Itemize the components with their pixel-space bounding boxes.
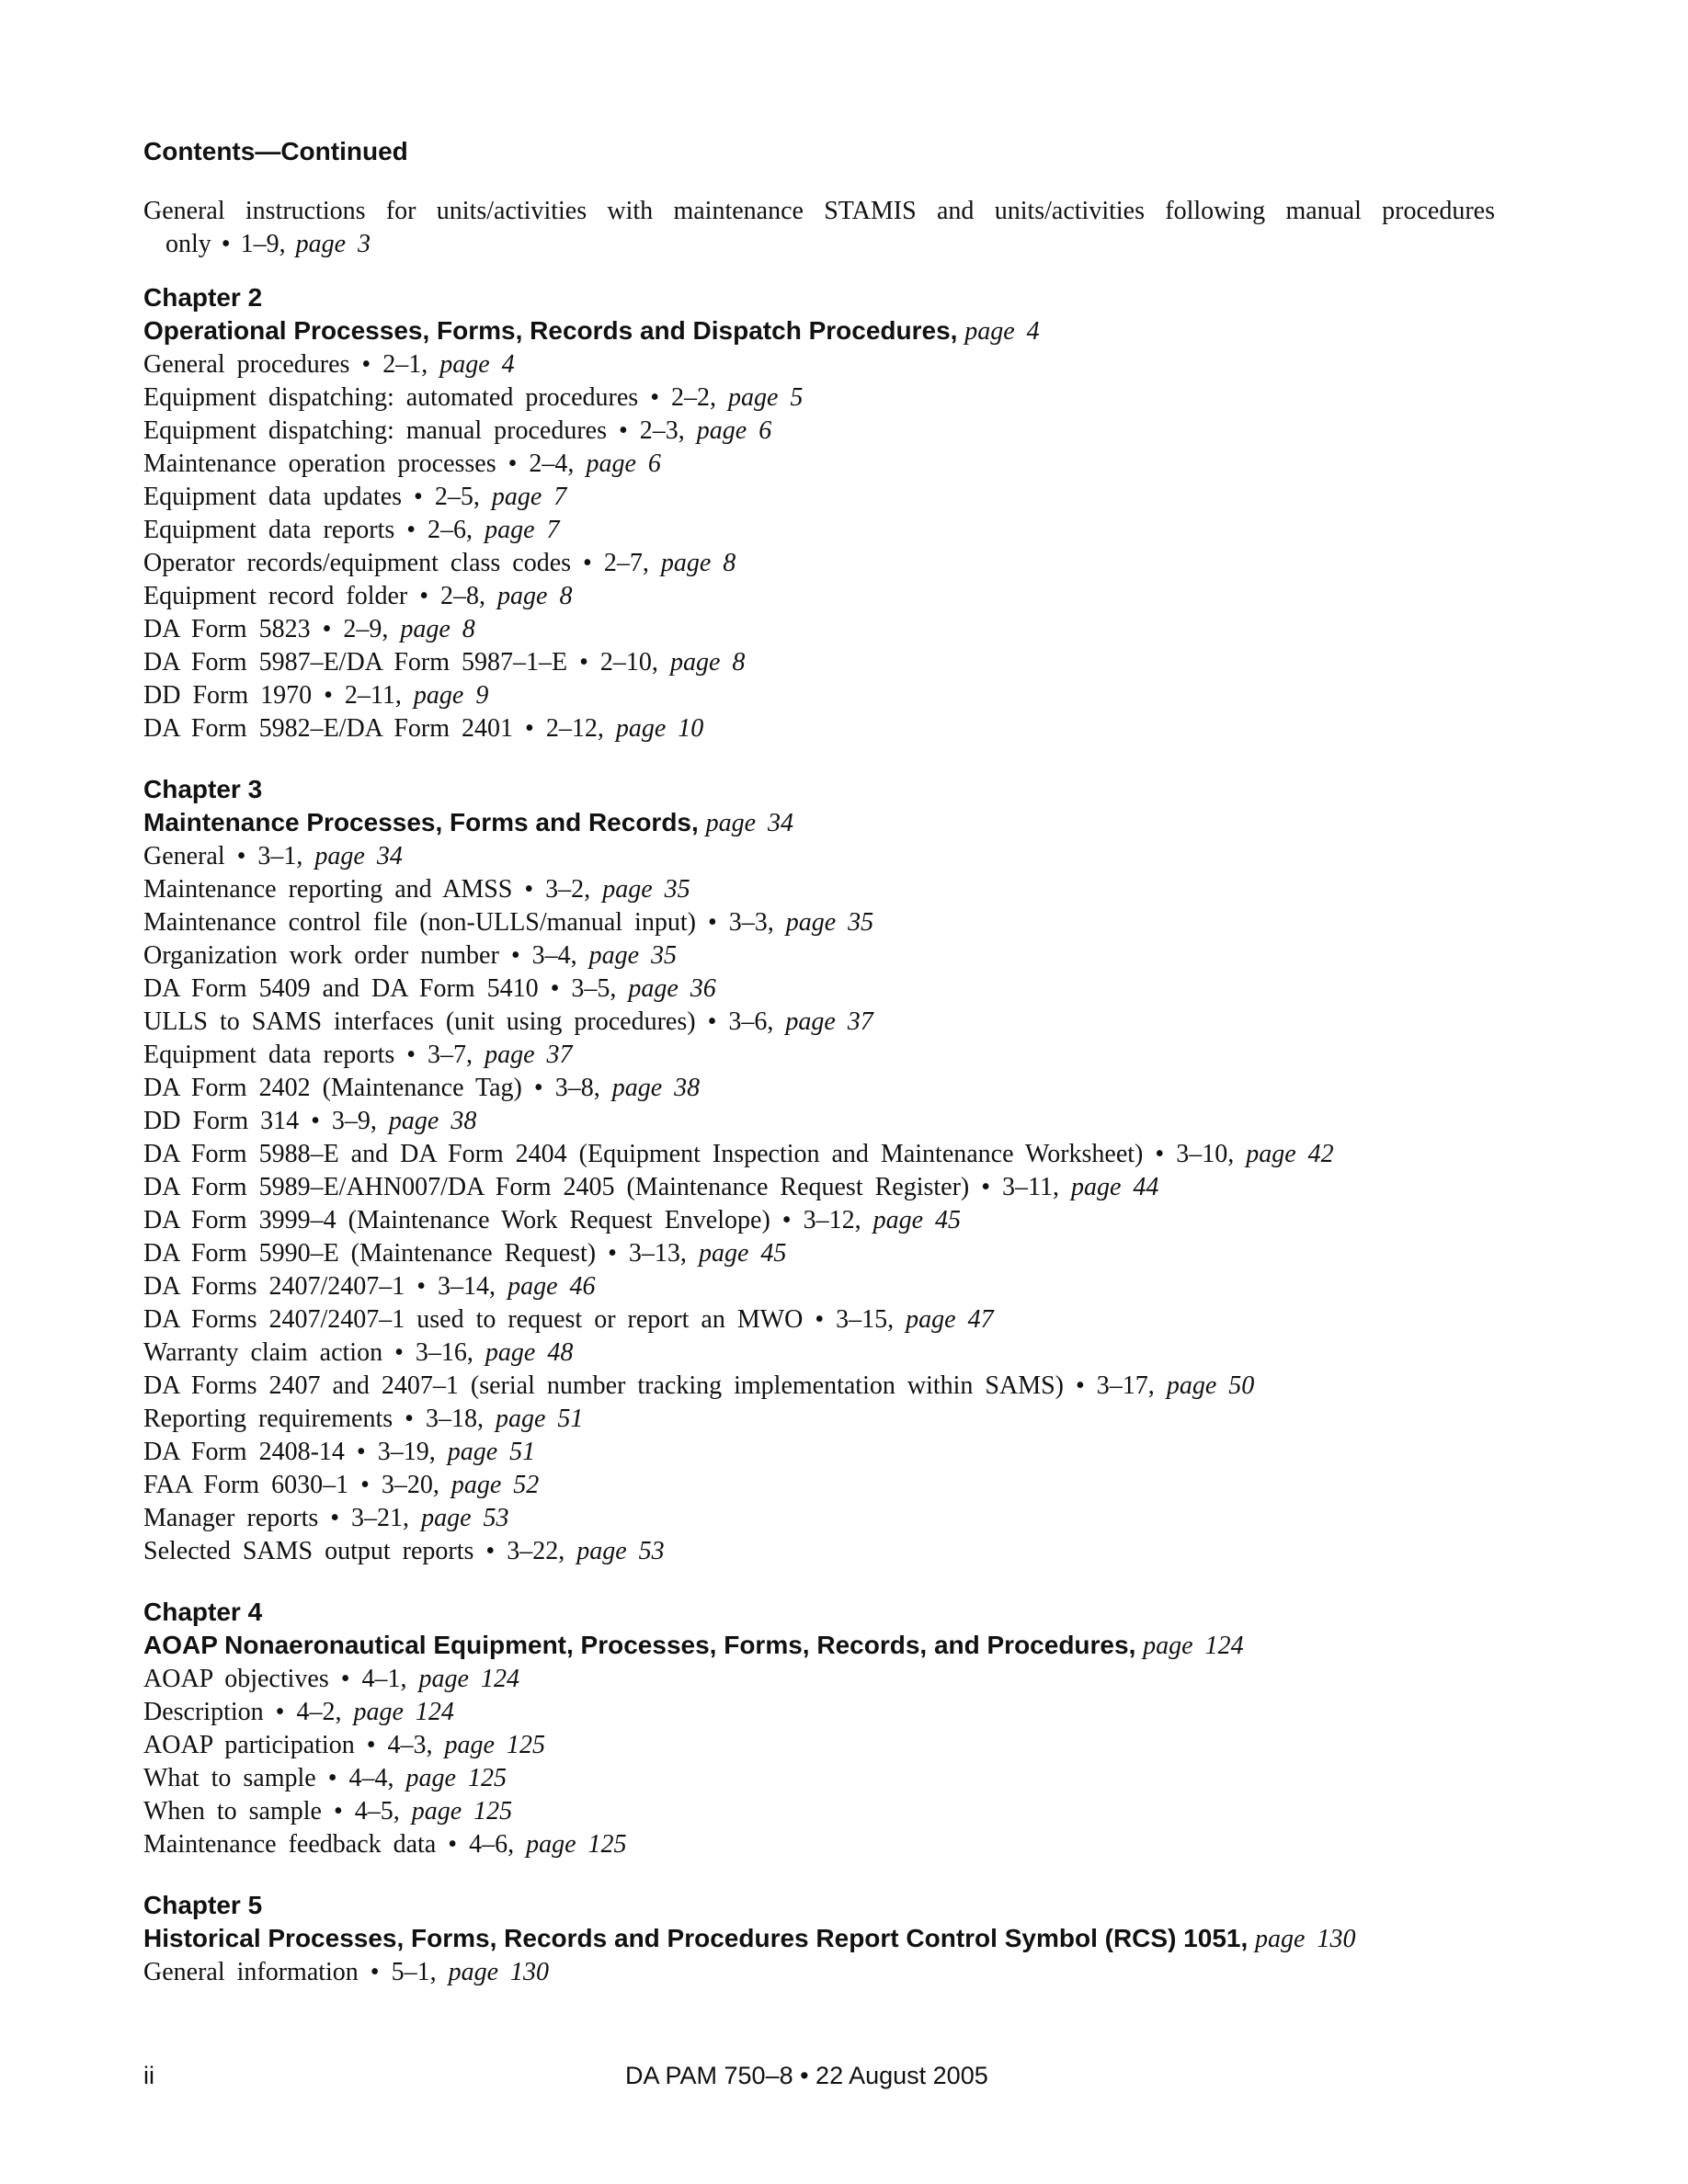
entry-text: What to sample • 4–4,: [143, 1764, 406, 1792]
chapter-title: [143, 1922, 1495, 1956]
toc-entry: [143, 580, 1495, 613]
entry-page-ref: page 47: [906, 1305, 994, 1334]
entry-page-ref: page 42: [1246, 1140, 1334, 1168]
page-folio: ii: [143, 2062, 154, 2089]
intro-line-2: [143, 228, 1495, 261]
entry-text: Equipment data reports • 3–7,: [143, 1041, 485, 1069]
entry-page-ref: page 48: [485, 1338, 574, 1367]
entry-text: DA Form 2408-14 • 3–19,: [143, 1438, 448, 1466]
chapter-title: [143, 314, 1495, 348]
entry-page-ref: page 8: [400, 615, 475, 643]
toc-entry: [143, 1370, 1495, 1403]
chapter-title: [143, 806, 1495, 840]
toc-entry: [143, 1270, 1495, 1303]
intro-line-1: General instructions for units/activities with maintenance STAMIS and units/activities following manual procedures: [143, 197, 1495, 225]
entry-page-ref: page 51: [495, 1405, 584, 1433]
toc-entry: [143, 1535, 1495, 1568]
entry-page-ref: page 37: [485, 1041, 573, 1069]
toc-entry: [143, 1696, 1495, 1729]
entry-text: DA Form 2402 (Maintenance Tag) • 3–8,: [143, 1074, 612, 1102]
toc-entry: [143, 1828, 1495, 1861]
entry-text: Maintenance operation processes • 2–4,: [143, 449, 587, 478]
toc-entry: [143, 415, 1495, 448]
toc-entry: [143, 873, 1495, 906]
entry-text: DA Form 5982–E/DA Form 2401 • 2–12,: [143, 714, 616, 743]
entry-text: Organization work order number • 3–4,: [143, 941, 589, 970]
entry-page-ref: page 7: [485, 516, 560, 544]
page-footer: [143, 2059, 1495, 2092]
toc-entry: [143, 1956, 1495, 1989]
entry-text: General information • 5–1,: [143, 1958, 449, 1986]
toc-entry: [143, 646, 1495, 679]
toc-entry: [143, 1138, 1495, 1171]
entry-page-ref: page 37: [785, 1007, 873, 1036]
toc-entry: [143, 1105, 1495, 1138]
chapter-block: [143, 281, 1495, 745]
entry-page-ref: page 36: [628, 974, 716, 1003]
entry-text: DA Forms 2407/2407–1 used to request or report an MWO • 3–15,: [143, 1305, 907, 1334]
entry-page-ref: page 35: [602, 875, 690, 904]
entry-page-ref: page 38: [388, 1107, 477, 1135]
entry-page-ref: page 9: [413, 681, 489, 710]
toc-entry: [143, 547, 1495, 580]
entry-text: General • 3–1,: [143, 842, 315, 870]
entry-page-ref: page 125: [526, 1830, 627, 1859]
entry-text: Operator records/equipment class codes • 2–7,: [143, 549, 661, 577]
chapter-page-ref: page 4: [964, 317, 1040, 346]
toc-entry: [143, 1795, 1495, 1828]
entry-page-ref: page 38: [611, 1074, 701, 1102]
entry-text: Maintenance reporting and AMSS • 3–2,: [143, 875, 603, 904]
toc-entry-intro: [143, 195, 1495, 261]
entry-page-ref: page 8: [497, 582, 573, 610]
entry-text: DA Form 3999–4 (Maintenance Work Request Envelope) • 3–12,: [143, 1206, 873, 1234]
chapter-block: [143, 1596, 1495, 1861]
entry-text: only • 1–9,: [165, 230, 296, 258]
toc-entry: [143, 448, 1495, 481]
chapter-title-text: Maintenance Processes, Forms and Records,: [143, 808, 699, 836]
toc-entry: [143, 1204, 1495, 1237]
chapter-title-text: AOAP Nonaeronautical Equipment, Processes, Forms, Records, and Procedures,: [143, 1631, 1136, 1659]
entry-text: DA Form 5990–E (Maintenance Request) • 3–13,: [143, 1239, 699, 1268]
toc-entry: [143, 514, 1495, 547]
document-id: DA PAM 750–8 • 22 August 2005: [625, 2062, 988, 2089]
entry-page-ref: page 4: [439, 350, 515, 379]
chapter-title-text: Historical Processes, Forms, Records and Procedures Report Control Symbol (RCS) 1051,: [143, 1924, 1249, 1952]
entry-page-ref: page 8: [660, 549, 736, 577]
toc-entry: [143, 1237, 1495, 1270]
entry-page-ref: page 6: [696, 416, 772, 445]
entry-text: When to sample • 4–5,: [143, 1797, 412, 1826]
entry-text: Equipment data updates • 2–5,: [143, 483, 492, 511]
running-head: Contents—Continued: [143, 137, 408, 165]
entry-text: ULLS to SAMS interfaces (unit using procedures) • 3–6,: [143, 1007, 786, 1036]
toc-entry: [143, 939, 1495, 973]
toc-entry: [143, 1762, 1495, 1795]
toc-entry: [143, 1729, 1495, 1762]
toc-entry: [143, 1072, 1495, 1105]
entry-text: Equipment dispatching: automated procedures • 2–2,: [143, 383, 728, 412]
entry-text: DA Form 5987–E/DA Form 5987–1–E • 2–10,: [143, 648, 670, 677]
entry-text: DA Forms 2407 and 2407–1 (serial number tracking implementation within SAMS) • 3–17,: [143, 1371, 1167, 1400]
entry-text: Equipment record folder • 2–8,: [143, 582, 498, 610]
entry-page-ref: page 3: [295, 230, 371, 258]
chapter-label: Chapter 2: [143, 283, 263, 312]
entry-page-ref: page 130: [448, 1958, 550, 1986]
entry-text: Description • 4–2,: [143, 1698, 354, 1726]
toc-entry: [143, 1436, 1495, 1469]
entry-page-ref: page 125: [405, 1764, 507, 1792]
entry-page-ref: page 5: [728, 383, 804, 412]
chapter-label: Chapter 3: [143, 775, 263, 803]
toc-entry: [143, 1502, 1495, 1535]
entry-page-ref: page 124: [353, 1698, 454, 1726]
toc-entry: [143, 481, 1495, 514]
chapter-page-ref: page 124: [1143, 1632, 1244, 1660]
entry-page-ref: page 45: [698, 1239, 787, 1268]
entry-page-ref: page 10: [615, 714, 704, 743]
entry-page-ref: page 45: [873, 1206, 962, 1234]
toc-entry: [143, 906, 1495, 939]
entry-text: DD Form 314 • 3–9,: [143, 1107, 389, 1135]
toc-entry: [143, 1663, 1495, 1696]
entry-page-ref: page 53: [421, 1504, 509, 1532]
toc-entry: [143, 613, 1495, 646]
entry-text: Equipment data reports • 2–6,: [143, 516, 485, 544]
toc-entry: [143, 973, 1495, 1006]
toc-entry: [143, 1469, 1495, 1502]
toc-entry: [143, 712, 1495, 745]
entry-text: DA Forms 2407/2407–1 • 3–14,: [143, 1272, 508, 1301]
entry-text: FAA Form 6030–1 • 3–20,: [143, 1471, 451, 1499]
entry-page-ref: page 124: [418, 1665, 519, 1693]
entry-text: General procedures • 2–1,: [143, 350, 440, 379]
entry-text: DA Form 5988–E and DA Form 2404 (Equipment Inspection and Maintenance Worksheet) • 3–10,: [143, 1140, 1247, 1168]
toc-entry: [143, 1303, 1495, 1337]
chapter-label: Chapter 4: [143, 1598, 263, 1626]
entry-page-ref: page 34: [314, 842, 403, 870]
entry-text: Reporting requirements • 3–18,: [143, 1405, 496, 1433]
entry-page-ref: page 6: [586, 449, 661, 478]
entry-text: Manager reports • 3–21,: [143, 1504, 422, 1532]
chapter-block: [143, 1889, 1495, 1989]
entry-page-ref: page 125: [444, 1731, 545, 1759]
entry-text: AOAP objectives • 4–1,: [143, 1665, 419, 1693]
entry-page-ref: page 35: [588, 941, 678, 970]
toc-entry: [143, 1337, 1495, 1370]
toc-entry: [143, 348, 1495, 381]
toc-entry: [143, 1039, 1495, 1072]
entry-page-ref: page 51: [447, 1438, 536, 1466]
entry-page-ref: page 8: [669, 648, 746, 677]
entry-text: DA Form 5409 and DA Form 5410 • 3–5,: [143, 974, 629, 1003]
entry-page-ref: page 52: [451, 1471, 540, 1499]
entry-text: Equipment dispatching: manual procedures • 2–3,: [143, 416, 697, 445]
entry-page-ref: page 50: [1166, 1371, 1255, 1400]
chapter-block: [143, 773, 1495, 1568]
entry-text: Warranty claim action • 3–16,: [143, 1338, 485, 1367]
toc-entry: [143, 381, 1495, 415]
entry-page-ref: page 44: [1071, 1173, 1159, 1201]
chapter-title: [143, 1629, 1495, 1663]
toc-entry: [143, 1006, 1495, 1039]
entry-page-ref: page 35: [785, 908, 874, 937]
entry-text: Maintenance feedback data • 4–6,: [143, 1830, 527, 1859]
entry-page-ref: page 7: [491, 483, 567, 511]
chapter-list: [143, 281, 1495, 1989]
chapter-page-ref: page 130: [1255, 1925, 1356, 1953]
entry-text: AOAP participation • 4–3,: [143, 1731, 445, 1759]
toc-entry: [143, 1403, 1495, 1436]
contents-page: [143, 136, 1495, 2017]
entry-text: Selected SAMS output reports • 3–22,: [143, 1537, 577, 1565]
entry-text: DD Form 1970 • 2–11,: [143, 681, 414, 710]
chapter-label: Chapter 5: [143, 1891, 263, 1919]
entry-page-ref: page 125: [411, 1797, 513, 1826]
toc-entry: [143, 1171, 1495, 1204]
entry-page-ref: page 46: [508, 1272, 596, 1301]
toc-entry: [143, 840, 1495, 873]
entry-text: DA Form 5989–E/AHN007/DA Form 2405 (Maintenance Request Register) • 3–11,: [143, 1173, 1071, 1201]
chapter-title-text: Operational Processes, Forms, Records and Dispatch Procedures,: [143, 316, 958, 345]
chapter-page-ref: page 34: [705, 809, 793, 837]
entry-text: Maintenance control file (non-ULLS/manual input) • 3–3,: [143, 908, 786, 937]
entry-page-ref: page 53: [576, 1537, 665, 1565]
entry-text: DA Form 5823 • 2–9,: [143, 615, 401, 643]
toc-entry: [143, 679, 1495, 712]
